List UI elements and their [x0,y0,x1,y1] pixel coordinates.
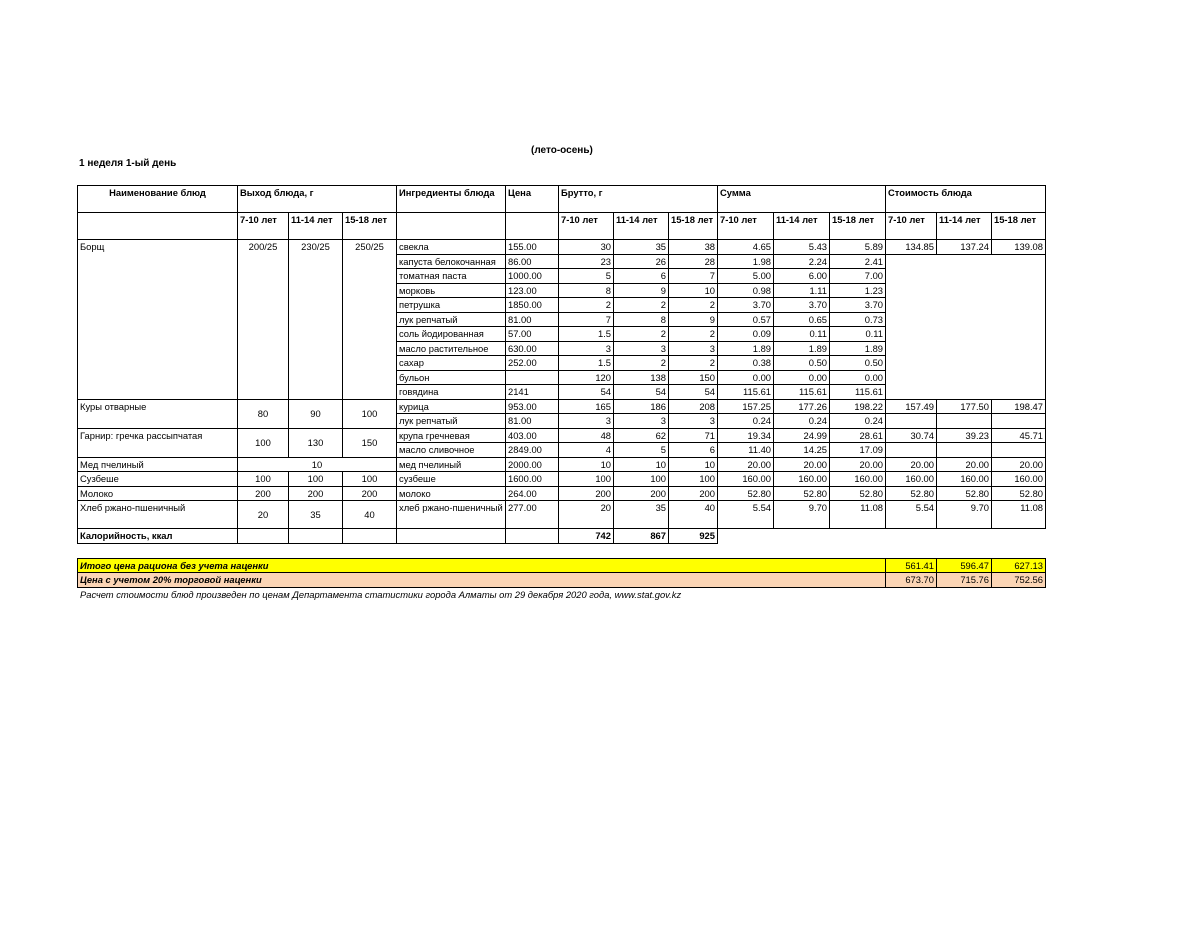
ingredient-sum: 9.70 [774,501,830,529]
ingredient-name: говядина [397,385,506,400]
dish-name: Хлеб ржано-пшеничный [78,501,238,529]
gross-weight: 120 [559,370,614,385]
dish-yield: 250/25 [343,240,397,400]
gross-weight: 7 [559,312,614,327]
dish-yield: 100 [343,399,397,428]
ingredient-sum: 7.00 [830,269,886,284]
dish-cost: 198.47 [992,399,1046,414]
ingredient-sum: 6.00 [774,269,830,284]
empty-cell [992,529,1046,544]
ingredient-sum: 52.80 [830,486,886,501]
gross-weight: 4 [559,443,614,458]
dish-yield: 230/25 [289,240,343,400]
ingredient-price: 403.00 [506,428,559,443]
ingredient-sum: 0.50 [830,356,886,371]
ingredient-sum: 5.89 [830,240,886,255]
ingredient-sum: 2.41 [830,254,886,269]
dish-cost: 39.23 [937,428,992,443]
ingredient-sum: 0.11 [830,327,886,342]
ingredient-sum: 28.61 [830,428,886,443]
dish-cost: 157.49 [886,399,937,414]
ingredient-sum: 0.98 [718,283,774,298]
ingredient-sum: 1.11 [774,283,830,298]
ingredient-price: 2141 [506,385,559,400]
age-group-header: 7-10 лет [238,213,289,240]
gross-weight: 40 [669,501,718,529]
gross-weight: 138 [614,370,669,385]
price-source-footnote: Расчет стоимости блюд произведен по ценам Департамента статистики города Алматы от 29 декабря 2020 года, www.stat.gov.kz [80,589,682,600]
ingredient-name: сузбеше [397,472,506,487]
dish-name: Сузбеше [78,472,238,487]
empty-cell [397,213,506,240]
ingredient-sum: 3.70 [774,298,830,313]
calories-row [78,529,1046,544]
dish-cost: 45.71 [992,428,1046,443]
header-row-1 [78,186,1046,213]
ingredient-sum: 52.80 [718,486,774,501]
ingredient-sum: 115.61 [774,385,830,400]
ingredient-sum: 14.25 [774,443,830,458]
dish-cost: 160.00 [992,472,1046,487]
ingredient-sum: 20.00 [830,457,886,472]
empty-cell [886,443,937,458]
gross-weight: 9 [614,283,669,298]
ingredient-price: 953.00 [506,399,559,414]
gross-weight: 48 [559,428,614,443]
ingredient-sum: 20.00 [774,457,830,472]
ingredient-name: лук репчатый [397,414,506,429]
dish-yield: 200 [289,486,343,501]
empty-cell [937,529,992,544]
gross-weight: 208 [669,399,718,414]
gross-weight: 1.5 [559,327,614,342]
gross-weight: 71 [669,428,718,443]
ingredient-sum: 19.34 [718,428,774,443]
dish-cost: 160.00 [886,472,937,487]
gross-weight: 3 [614,414,669,429]
dish-cost: 52.80 [937,486,992,501]
ingredient-name: сахар [397,356,506,371]
yield-header: Выход блюда, г [238,186,397,213]
empty-cell [506,213,559,240]
ingredient-name: бульон [397,370,506,385]
dish-cost: 20.00 [886,457,937,472]
gross-weight: 6 [614,269,669,284]
ingredient-sum: 160.00 [774,472,830,487]
ingredient-sum: 198.22 [830,399,886,414]
ingredient-price: 81.00 [506,414,559,429]
total-value: 752.56 [992,573,1046,588]
ingredient-sum: 0.24 [774,414,830,429]
ingredient-price: 1600.00 [506,472,559,487]
gross-weight: 3 [614,341,669,356]
dish-yield: 80 [238,399,289,428]
gross-weight: 8 [614,312,669,327]
calories-value: 742 [559,529,614,544]
ingredient-price: 1000.00 [506,269,559,284]
ingredient-sum: 0.73 [830,312,886,327]
dish-cost: 160.00 [937,472,992,487]
gross-weight: 200 [669,486,718,501]
gross-weight: 5 [559,269,614,284]
ingredient-price: 123.00 [506,283,559,298]
gross-weight: 35 [614,501,669,529]
ingredient-sum: 1.89 [774,341,830,356]
ingredient-sum: 3.70 [830,298,886,313]
ingredient-sum: 3.70 [718,298,774,313]
ingredient-price: 1850.00 [506,298,559,313]
gross-weight: 186 [614,399,669,414]
ingredient-price: 155.00 [506,240,559,255]
gross-weight: 54 [614,385,669,400]
gross-weight: 2 [614,327,669,342]
ingredient-sum: 0.00 [830,370,886,385]
ingredient-sum: 0.65 [774,312,830,327]
age-group-header: 11-14 лет [774,213,830,240]
dish-cost: 30.74 [886,428,937,443]
gross-weight: 2 [559,298,614,313]
gross-weight: 3 [669,414,718,429]
ingredient-price: 252.00 [506,356,559,371]
ingredient-sum: 1.23 [830,283,886,298]
ingredient-sum: 1.89 [830,341,886,356]
total-value: 715.76 [937,573,992,588]
age-group-header: 15-18 лет [669,213,718,240]
ingredient-sum: 0.38 [718,356,774,371]
gross-weight: 10 [669,283,718,298]
table-row [78,486,1046,501]
ingredient-sum: 0.24 [718,414,774,429]
dish-yield: 90 [289,399,343,428]
dish-cost-header: Стоимость блюда [886,186,1046,213]
price-header: Цена [506,186,559,213]
sum-header: Сумма [718,186,886,213]
gross-weight: 20 [559,501,614,529]
ingredient-name: масло растительное [397,341,506,356]
gross-weight: 3 [559,341,614,356]
gross-weight: 2 [614,298,669,313]
age-group-header: 11-14 лет [289,213,343,240]
ingredients-header: Ингредиенты блюда [397,186,506,213]
gross-weight: 3 [559,414,614,429]
gross-weight: 1.5 [559,356,614,371]
ingredient-name: крупа гречневая [397,428,506,443]
ingredient-sum: 24.99 [774,428,830,443]
dish-yield: 100 [238,472,289,487]
ingredient-sum: 0.50 [774,356,830,371]
dish-yield: 100 [289,472,343,487]
ingredient-sum: 177.26 [774,399,830,414]
empty-cell [774,529,830,544]
gross-weight: 2 [669,356,718,371]
table-row [78,472,1046,487]
dish-cost: 11.08 [992,501,1046,529]
ingredient-name: томатная паста [397,269,506,284]
gross-weight: 7 [669,269,718,284]
gross-weight: 28 [669,254,718,269]
gross-weight: 200 [614,486,669,501]
dish-name: Гарнир: гречка рассыпчатая [78,428,238,457]
calories-value: 867 [614,529,669,544]
ingredient-price: 86.00 [506,254,559,269]
ingredient-sum: 0.00 [718,370,774,385]
empty-cell [78,543,1046,558]
dish-name: Молоко [78,486,238,501]
dish-cost: 20.00 [937,457,992,472]
ingredient-sum: 17.09 [830,443,886,458]
dish-cost: 52.80 [992,486,1046,501]
dish-yield: 200/25 [238,240,289,400]
gross-weight: 10 [669,457,718,472]
empty-cell [992,443,1046,458]
ingredient-sum: 2.24 [774,254,830,269]
total-label: Цена с учетом 20% торговой наценки [78,573,886,588]
menu-cost-table [77,185,1046,588]
ingredient-price: 277.00 [506,501,559,529]
gross-weight: 2 [614,356,669,371]
ingredient-price: 57.00 [506,327,559,342]
ingredient-sum: 5.54 [718,501,774,529]
dish-yield: 130 [289,428,343,457]
ingredient-sum: 0.09 [718,327,774,342]
dish-yield: 40 [343,501,397,529]
gross-weight: 9 [669,312,718,327]
calories-label: Калорийность, ккал [78,529,238,544]
dish-cost: 9.70 [937,501,992,529]
empty-cell [78,213,238,240]
ingredient-sum: 160.00 [718,472,774,487]
empty-cell [343,529,397,544]
gross-weight: 3 [669,341,718,356]
empty-cell [718,529,774,544]
empty-cell [238,529,289,544]
gross-weight: 165 [559,399,614,414]
total-with-markup-row [78,573,1046,588]
ingredient-name: капуста белокочанная [397,254,506,269]
table-row [78,501,1046,529]
ingredient-price: 264.00 [506,486,559,501]
dish-cost: 5.54 [886,501,937,529]
header-row-2 [78,213,1046,240]
dish-cost: 139.08 [992,240,1046,255]
age-group-header: 11-14 лет [937,213,992,240]
dish-name: Борщ [78,240,238,400]
total-value: 627.13 [992,558,1046,573]
ingredient-sum: 20.00 [718,457,774,472]
gross-weight: 30 [559,240,614,255]
age-group-header: 7-10 лет [559,213,614,240]
gross-weight: 54 [559,385,614,400]
gross-weight: 2 [669,298,718,313]
ingredient-sum: 11.08 [830,501,886,529]
total-value: 561.41 [886,558,937,573]
table-row [78,399,1046,414]
dish-yield: 10 [238,457,397,472]
table-row [78,428,1046,443]
empty-cell [289,529,343,544]
spacer-row [78,543,1046,558]
gross-weight: 26 [614,254,669,269]
gross-weight: 2 [669,327,718,342]
ingredient-sum: 0.00 [774,370,830,385]
ingredient-price: 630.00 [506,341,559,356]
period-subtitle: (лето-осень) [531,145,593,156]
ingredient-name: курица [397,399,506,414]
gross-weight: 8 [559,283,614,298]
table-row [78,457,1046,472]
ingredient-price: 81.00 [506,312,559,327]
gross-weight: 10 [614,457,669,472]
ingredient-name: петрушка [397,298,506,313]
ingredient-sum: 4.65 [718,240,774,255]
empty-cell [830,529,886,544]
ingredient-name: масло сливочное [397,443,506,458]
ingredient-sum: 11.40 [718,443,774,458]
dish-yield: 100 [343,472,397,487]
gross-weight: 6 [669,443,718,458]
ingredient-price: 2000.00 [506,457,559,472]
gross-weight: 150 [669,370,718,385]
ingredient-name: соль йодированная [397,327,506,342]
age-group-header: 15-18 лет [992,213,1046,240]
empty-cell [886,254,1046,399]
gross-weight: 54 [669,385,718,400]
age-group-header: 7-10 лет [718,213,774,240]
gross-weight: 5 [614,443,669,458]
gross-weight: 35 [614,240,669,255]
gross-weight: 200 [559,486,614,501]
dish-name: Мед пчелиный [78,457,238,472]
ingredient-name: мед пчелиный [397,457,506,472]
ingredient-name: хлеб ржано-пшеничный [397,501,506,529]
gross-header: Брутто, г [559,186,718,213]
total-value: 596.47 [937,558,992,573]
empty-cell [506,529,559,544]
calories-value: 925 [669,529,718,544]
gross-weight: 62 [614,428,669,443]
ingredient-sum: 115.61 [830,385,886,400]
age-group-header: 11-14 лет [614,213,669,240]
empty-cell [397,529,506,544]
gross-weight: 100 [614,472,669,487]
total-label: Итого цена рациона без учета наценки [78,558,886,573]
dish-name: Куры отварные [78,399,238,428]
ingredient-sum: 157.25 [718,399,774,414]
ingredient-sum: 0.24 [830,414,886,429]
ingredient-sum: 0.57 [718,312,774,327]
ingredient-sum: 1.89 [718,341,774,356]
ingredient-sum: 115.61 [718,385,774,400]
empty-cell [992,414,1046,429]
dish-cost: 137.24 [937,240,992,255]
dish-yield: 200 [238,486,289,501]
ingredient-sum: 5.00 [718,269,774,284]
ingredient-name: морковь [397,283,506,298]
dish-yield: 20 [238,501,289,529]
ingredient-sum: 0.11 [774,327,830,342]
dish-cost: 134.85 [886,240,937,255]
age-group-header: 7-10 лет [886,213,937,240]
total-value: 673.70 [886,573,937,588]
ingredient-price [506,370,559,385]
dish-yield: 200 [343,486,397,501]
gross-weight: 10 [559,457,614,472]
ingredient-price: 2849.00 [506,443,559,458]
ingredient-sum: 5.43 [774,240,830,255]
dish-name-header: Наименование блюд [78,186,238,213]
dish-cost: 177.50 [937,399,992,414]
ingredient-name: молоко [397,486,506,501]
dish-yield: 100 [238,428,289,457]
gross-weight: 38 [669,240,718,255]
table-row [78,240,1046,255]
ingredient-sum: 1.98 [718,254,774,269]
gross-weight: 100 [559,472,614,487]
week-day-label: 1 неделя 1-ый день [79,158,177,169]
total-without-markup-row [78,558,1046,573]
dish-yield: 150 [343,428,397,457]
dish-cost: 20.00 [992,457,1046,472]
gross-weight: 100 [669,472,718,487]
ingredient-sum: 52.80 [774,486,830,501]
empty-cell [937,414,992,429]
ingredient-name: лук репчатый [397,312,506,327]
ingredient-sum: 160.00 [830,472,886,487]
empty-cell [886,414,937,429]
empty-cell [886,529,937,544]
empty-cell [937,443,992,458]
dish-yield: 35 [289,501,343,529]
dish-cost: 52.80 [886,486,937,501]
age-group-header: 15-18 лет [343,213,397,240]
gross-weight: 23 [559,254,614,269]
age-group-header: 15-18 лет [830,213,886,240]
ingredient-name: свекла [397,240,506,255]
